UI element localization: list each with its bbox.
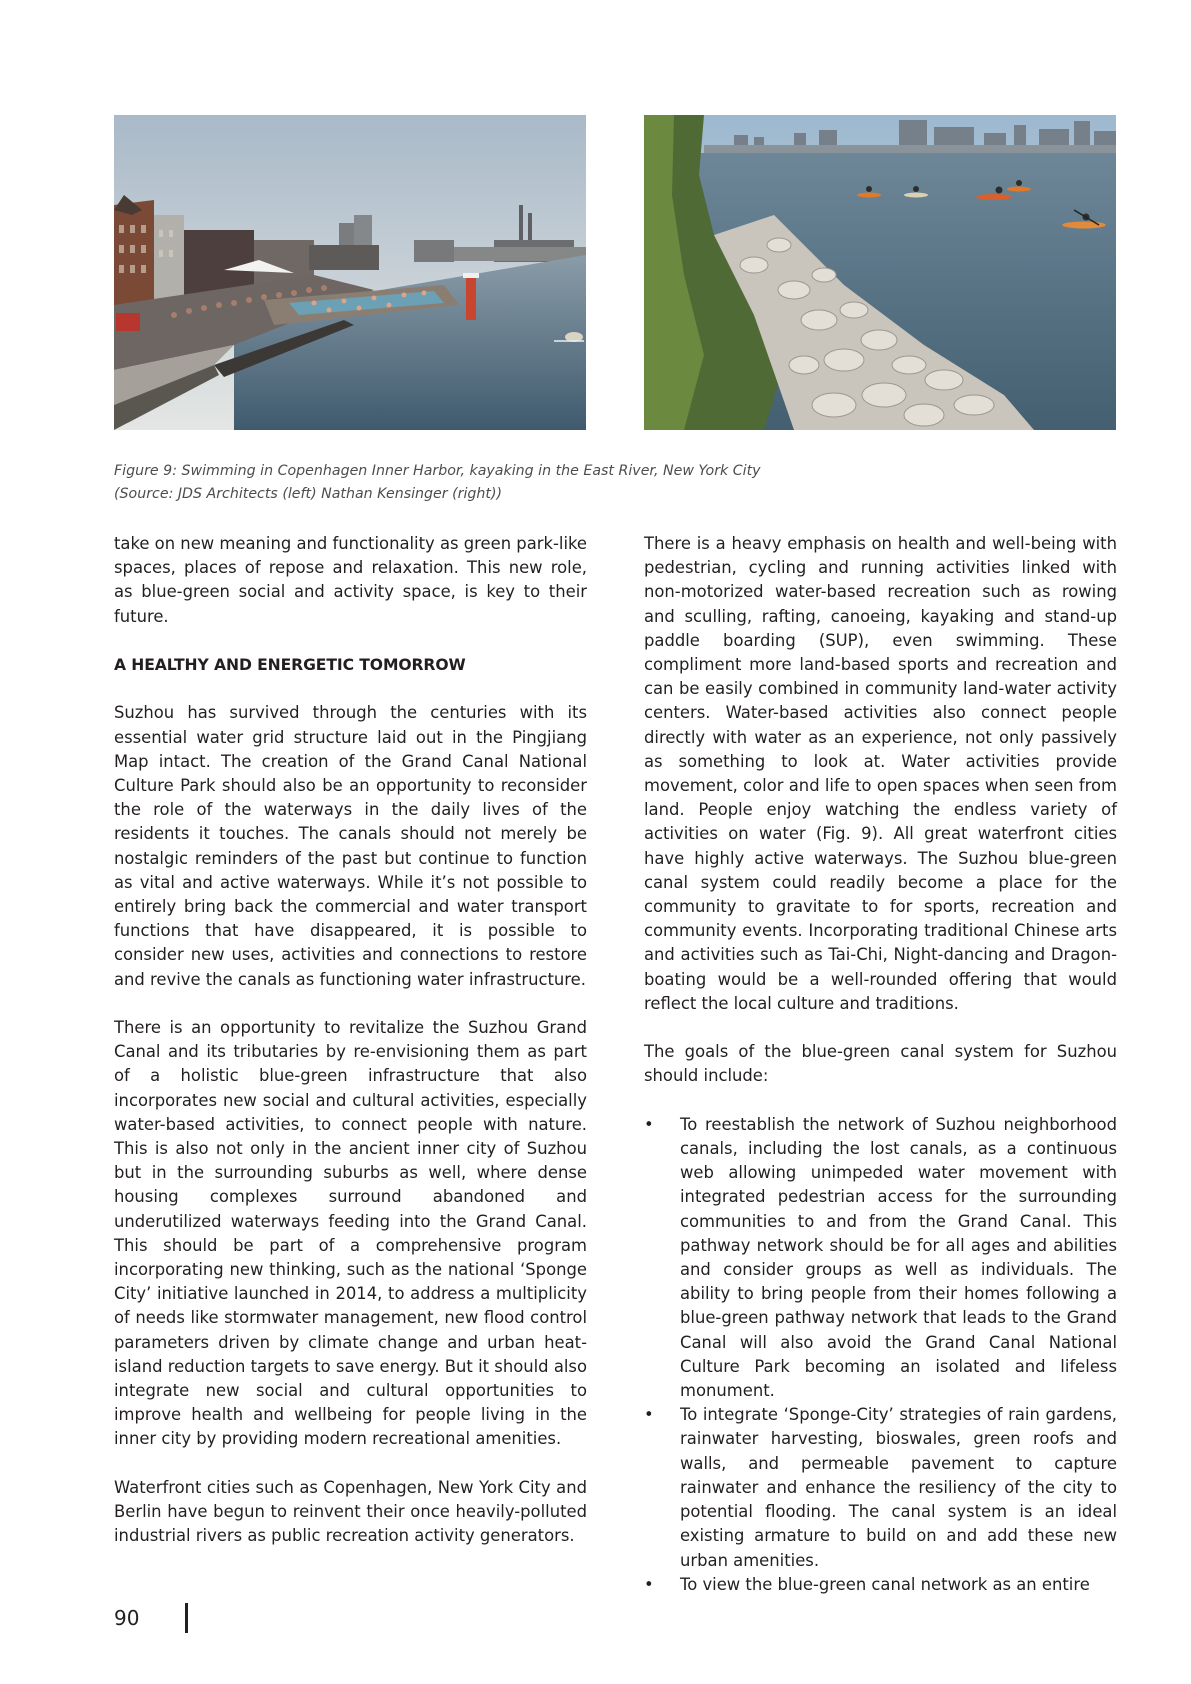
goal-text: To reestablish the network of Suzhou neighborhood canals, including the lost canals, as a continuous web allowing unimpeded water movement with integrated pedestrian access for the surrounding communities to and from the Grand Canal. This pathway network should be for all ages and abilities and consider groups as well as individuals. The ability to bring people from their homes following a blue-green pathway network that leads to the Grand Canal will also avoid the Grand Canal National Culture Park becoming an isolated and lifeless monument.	[680, 1114, 1117, 1401]
paragraph: There is an opportunity to revitalize the Suzhou Grand Canal and its tributaries by re-envisioning them as part of a holistic blue-green infrastructure that also incorporates new social and cultural activities, especially water-based activities, to connect people with nature. This is also not only in the ancient inner city of Suzhou but in the surrounding suburbs as well, where dense housing complexes surround abandoned and underutilized waterways feeding into the Grand Canal. This should be part of a comprehensive program incorporating new thinking, such as the national ‘Sponge City’ initiative launched in 2014, to address a multiplicity of needs like stormwater management, new flood control parameters driven by climate change and urban heat-island reduction targets to save energy. But it should also integrate new social and cultural opportunities to improve health and wellbeing for people living in the inner city by providing modern recreational amenities.	[114, 1018, 587, 1449]
caption-line-title: Figure 9: Swimming in Copenhagen Inner Harbor, kayaking in the East River, New York City	[114, 463, 761, 479]
paragraph: take on new meaning and functionality as green park-like spaces, places of repose and relaxation. This new role, as blue-green social and activity space, is key to their future.	[114, 534, 587, 626]
paragraph: The goals of the blue-green canal system for Suzhou should include:	[644, 1042, 1117, 1086]
east-river-kayaking-photo	[644, 115, 1116, 430]
copenhagen-harbor-photo	[114, 115, 586, 430]
bullet-marker: •	[644, 1114, 654, 1134]
right-text-column	[644, 532, 1117, 1597]
paragraph: Waterfront cities such as Copenhagen, New York City and Berlin have begun to reinvent their once heavily-polluted industrial rivers as public recreation activity generators.	[114, 1477, 587, 1546]
goals-list	[644, 1113, 1117, 1597]
goal-text: To view the blue-green canal network as an entire	[680, 1574, 1090, 1594]
bullet-marker: •	[644, 1405, 654, 1425]
page-number: 90	[114, 1606, 140, 1630]
goal-list-item	[644, 1403, 1117, 1572]
left-text-column	[114, 532, 587, 1573]
east-river-kayaking-illustration	[644, 115, 1116, 430]
section-heading: A HEALTHY AND ENERGETIC TOMORROW	[114, 656, 466, 674]
copenhagen-harbor-illustration	[114, 115, 586, 430]
goal-list-item	[644, 1113, 1117, 1403]
goal-list-item	[644, 1573, 1117, 1597]
paragraph: There is a heavy emphasis on health and well-being with pedestrian, cycling and running activities linked with non-motorized water-based recreation such as rowing and sculling, rafting, canoeing, kayaking and stand-up paddle boarding (SUP), even swimming. These compliment more land-based sports and recreation and can be easily combined in community land-water activity centers. Water-based activities also connect people directly with water as an experience, not only passively as something to look at. Water activities provide movement, color and life to open spaces when seen from land. People enjoy watching the endless variety of activities on water (Fig. 9). All great waterfront cities have highly active waterways. The Suzhou blue-green canal system could readily become a place for the community to gravitate to for sports, recreation and community events. Incorporating traditional Chinese arts and activities such as Tai-Chi, Night-dancing and Dragon-boating would be a well-rounded offering that would reflect the local culture and traditions.	[644, 534, 1117, 1013]
paragraph: Suzhou has survived through the centuries with its essential water grid structure laid out in the Pingjiang Map intact. The creation of the Grand Canal National Culture Park should also be an opportunity to reconsider the role of the waterways in the daily lives of the residents it touches. The canals should not merely be nostalgic reminders of the past but continue to function as vital and active waterways. While it’s not possible to entirely bring back the commercial and water transport functions that have disappeared, it is possible to consider new uses, activities and connections to restore and revive the canals as functioning water infrastructure.	[114, 703, 587, 989]
bullet-marker: •	[644, 1574, 654, 1594]
footer-divider	[185, 1603, 188, 1633]
caption-line-source: (Source: JDS Architects (left) Nathan Kensinger (right))	[114, 486, 503, 502]
goal-text: To integrate ‘Sponge-City’ strategies of rain gardens, rainwater harvesting, bioswales, green roofs and walls, and permeable pavement to capture rainwater and enhance the resiliency of the city to potential flooding. The canal system is an ideal existing armature to build on and add these new urban amenities.	[680, 1405, 1117, 1570]
figure-caption	[114, 460, 1074, 506]
